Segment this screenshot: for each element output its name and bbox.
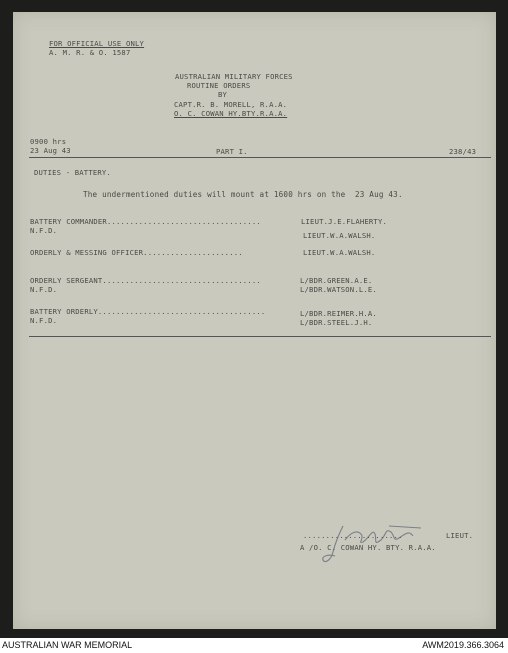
header-rule [29,157,491,158]
duty-4-name-2: L/BDR.STEEL.J.H. [300,318,373,327]
archive-name: AUSTRALIAN WAR MEMORIAL [2,640,133,650]
archive-footer [0,638,508,653]
duty-2-title: ORDERLY & MESSING OFFICER...................... [30,248,243,257]
classification-line: FOR OFFICIAL USE ONLY [49,39,145,48]
duty-1-name-2: LIEUT.W.A.WALSH. [303,231,376,240]
duty-3-name-1: L/BDR.GREEN.A.E. [300,276,373,285]
duty-4-note: N.F.D. [30,316,58,325]
orders-title: ROUTINE ORDERS [187,81,251,90]
order-number: 238/43 [449,147,477,156]
document-page [13,12,496,629]
footer-rule [29,336,491,337]
reference-line: A. M. R. & O. 1587 [49,48,131,57]
time-line: 0900 hrs [30,137,67,146]
duty-1-title: BATTERY COMMANDER.................................. [30,217,261,226]
org-title: AUSTRALIAN MILITARY FORCES [175,72,293,81]
signature-unit: A /O. C. COWAN HY. BTY. R.A.A. [300,543,436,552]
duties-intro: The undermentioned duties will mount at 1600 hrs on the 23 Aug 43. [83,190,403,199]
duty-3-name-2: L/BDR.WATSON.L.E. [300,285,377,294]
duty-3-note: N.F.D. [30,285,58,294]
part-label: PART I. [216,147,248,156]
duty-1-name-1: LIEUT.J.E.FLAHERTY. [301,217,388,226]
duty-1-note: N.F.D. [30,226,58,235]
unit-line: O. C. COWAN HY.BTY.R.A.A. [174,109,288,118]
catalogue-number: AWM2019.366.3064 [422,640,504,650]
duty-4-title: BATTERY ORDERLY..................................... [30,307,266,316]
duty-3-title: ORDERLY SERGEANT................................... [30,276,261,285]
officer-line: CAPT.R. B. MORELL, R.A.A. [174,100,288,109]
signature-dots: ...................... [303,531,403,540]
by-line: BY [218,90,228,99]
duty-4-name-1: L/BDR.REIMER.H.A. [300,309,377,318]
date-line: 23 Aug 43 [30,146,71,155]
signature-rank: LIEUT. [446,531,474,540]
duties-heading: DUTIES - BATTERY. [34,168,111,177]
duty-2-name-1: LIEUT.W.A.WALSH. [303,248,376,257]
